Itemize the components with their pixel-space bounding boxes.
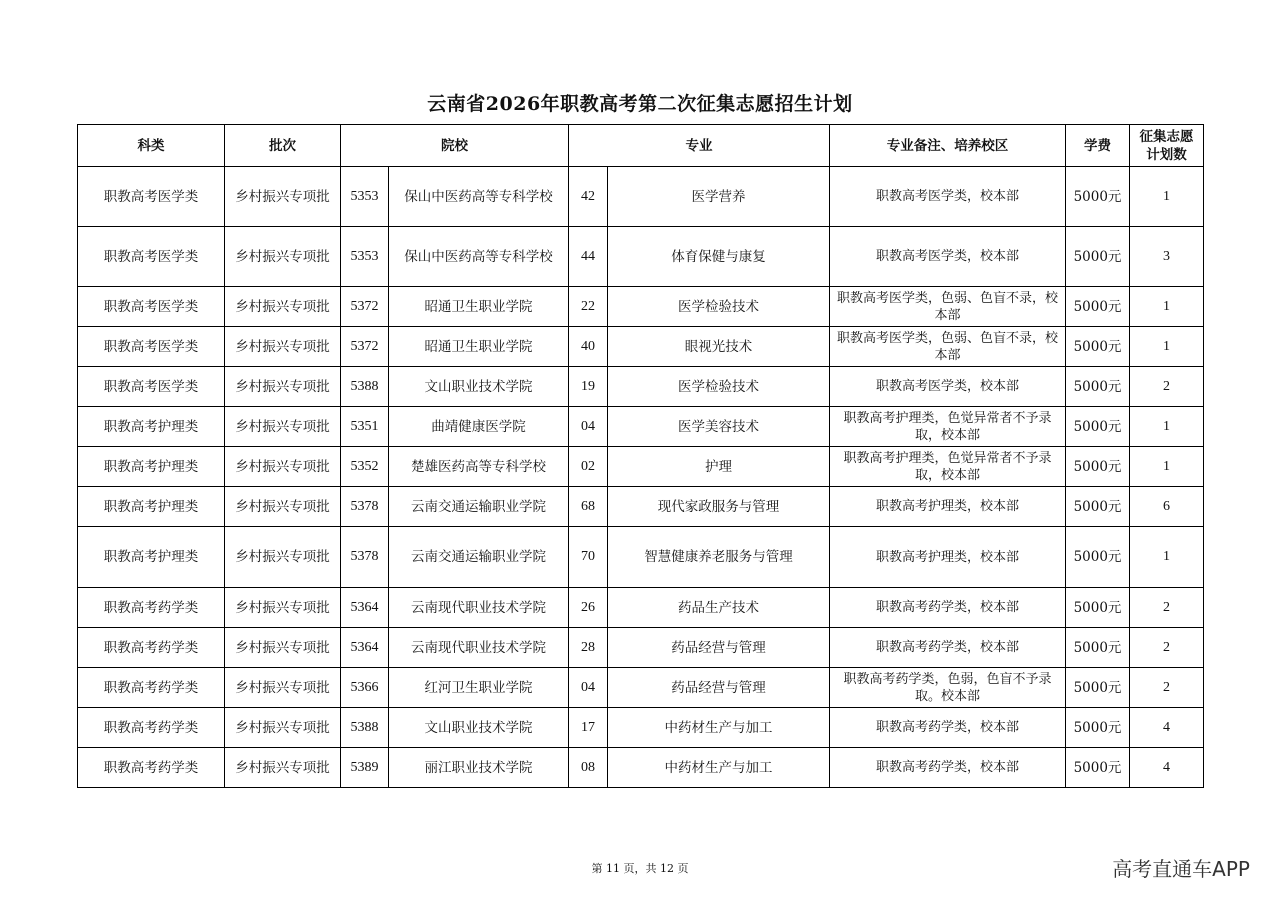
cell-school-code: 5388 [341, 367, 389, 407]
cell-category: 职教高考药学类 [78, 708, 225, 748]
cell-category: 职教高考护理类 [78, 527, 225, 588]
cell-major-code: 04 [569, 407, 608, 447]
cell-major-name: 眼视光技术 [608, 327, 830, 367]
cell-school-code: 5372 [341, 287, 389, 327]
cell-major-name: 体育保健与康复 [608, 227, 830, 287]
table-header-row [78, 125, 1204, 167]
cell-category: 职教高考药学类 [78, 588, 225, 628]
cell-school-name: 文山职业技术学院 [389, 367, 569, 407]
cell-note: 职教高考药学类，校本部 [830, 588, 1066, 628]
cell-batch: 乡村振兴专项批 [225, 487, 341, 527]
cell-category: 职教高考医学类 [78, 167, 225, 227]
cell-batch: 乡村振兴专项批 [225, 628, 341, 668]
cell-note: 职教高考药学类，校本部 [830, 748, 1066, 788]
cell-note: 职教高考药学类，校本部 [830, 708, 1066, 748]
cell-school-name: 昭通卫生职业学院 [389, 287, 569, 327]
header-fee: 学费 [1066, 125, 1130, 167]
cell-category: 职教高考医学类 [78, 227, 225, 287]
cell-category: 职教高考护理类 [78, 487, 225, 527]
cell-fee: 5000元 [1066, 668, 1130, 708]
cell-major-code: 70 [569, 527, 608, 588]
watermark-text: 高考直通车APP [1112, 857, 1250, 881]
cell-category: 职教高考药学类 [78, 748, 225, 788]
cell-fee: 5000元 [1066, 167, 1130, 227]
cell-school-code: 5366 [341, 668, 389, 708]
cell-quota: 3 [1130, 227, 1204, 287]
header-major: 专业 [569, 125, 830, 167]
cell-quota: 2 [1130, 628, 1204, 668]
cell-fee: 5000元 [1066, 327, 1130, 367]
cell-category: 职教高考医学类 [78, 327, 225, 367]
cell-school-name: 保山中医药高等专科学校 [389, 227, 569, 287]
cell-note: 职教高考护理类，校本部 [830, 527, 1066, 588]
cell-school-code: 5353 [341, 227, 389, 287]
cell-note: 职教高考护理类，校本部 [830, 487, 1066, 527]
table-row [78, 588, 1204, 628]
cell-school-code: 5352 [341, 447, 389, 487]
cell-major-code: 02 [569, 447, 608, 487]
cell-category: 职教高考药学类 [78, 628, 225, 668]
cell-fee: 5000元 [1066, 708, 1130, 748]
cell-school-name: 楚雄医药高等专科学校 [389, 447, 569, 487]
cell-fee: 5000元 [1066, 628, 1130, 668]
cell-major-name: 中药材生产与加工 [608, 708, 830, 748]
table-row [78, 748, 1204, 788]
table-row [78, 327, 1204, 367]
cell-fee: 5000元 [1066, 748, 1130, 788]
cell-major-name: 药品生产技术 [608, 588, 830, 628]
enrollment-plan-table [77, 124, 1204, 788]
cell-batch: 乡村振兴专项批 [225, 708, 341, 748]
cell-quota: 2 [1130, 588, 1204, 628]
cell-school-code: 5364 [341, 588, 389, 628]
table-row [78, 708, 1204, 748]
cell-quota: 1 [1130, 407, 1204, 447]
cell-quota: 2 [1130, 367, 1204, 407]
table-row [78, 447, 1204, 487]
cell-category: 职教高考医学类 [78, 287, 225, 327]
cell-school-code: 5372 [341, 327, 389, 367]
table-row [78, 227, 1204, 287]
header-note: 专业备注、培养校区 [830, 125, 1066, 167]
cell-school-name: 云南现代职业技术学院 [389, 628, 569, 668]
cell-school-code: 5389 [341, 748, 389, 788]
cell-note: 职教高考药学类，色弱，色盲不予录取。校本部 [830, 668, 1066, 708]
cell-batch: 乡村振兴专项批 [225, 668, 341, 708]
table-row [78, 407, 1204, 447]
cell-major-name: 药品经营与管理 [608, 628, 830, 668]
cell-batch: 乡村振兴专项批 [225, 588, 341, 628]
cell-quota: 1 [1130, 527, 1204, 588]
cell-major-name: 中药材生产与加工 [608, 748, 830, 788]
cell-major-name: 现代家政服务与管理 [608, 487, 830, 527]
cell-major-code: 28 [569, 628, 608, 668]
table-row [78, 668, 1204, 708]
cell-school-name: 保山中医药高等专科学校 [389, 167, 569, 227]
cell-school-name: 丽江职业技术学院 [389, 748, 569, 788]
cell-quota: 4 [1130, 748, 1204, 788]
cell-batch: 乡村振兴专项批 [225, 407, 341, 447]
cell-major-code: 04 [569, 668, 608, 708]
cell-school-name: 昭通卫生职业学院 [389, 327, 569, 367]
cell-fee: 5000元 [1066, 527, 1130, 588]
table-body [78, 167, 1204, 788]
table-row [78, 628, 1204, 668]
cell-school-code: 5353 [341, 167, 389, 227]
document-title: 云南省2026年职教高考第二次征集志愿招生计划 [427, 93, 853, 115]
cell-batch: 乡村振兴专项批 [225, 367, 341, 407]
header-batch: 批次 [225, 125, 341, 167]
cell-quota: 1 [1130, 327, 1204, 367]
cell-major-code: 17 [569, 708, 608, 748]
cell-note: 职教高考护理类，色觉异常者不予录取，校本部 [830, 407, 1066, 447]
cell-school-name: 红河卫生职业学院 [389, 668, 569, 708]
cell-batch: 乡村振兴专项批 [225, 748, 341, 788]
cell-fee: 5000元 [1066, 487, 1130, 527]
cell-school-name: 文山职业技术学院 [389, 708, 569, 748]
cell-fee: 5000元 [1066, 227, 1130, 287]
cell-quota: 1 [1130, 287, 1204, 327]
cell-major-code: 19 [569, 367, 608, 407]
cell-major-code: 44 [569, 227, 608, 287]
header-category: 科类 [78, 125, 225, 167]
table-row [78, 487, 1204, 527]
cell-category: 职教高考护理类 [78, 407, 225, 447]
cell-major-code: 22 [569, 287, 608, 327]
cell-fee: 5000元 [1066, 588, 1130, 628]
cell-major-name: 医学营养 [608, 167, 830, 227]
cell-note: 职教高考医学类，校本部 [830, 227, 1066, 287]
cell-major-name: 护理 [608, 447, 830, 487]
cell-major-code: 40 [569, 327, 608, 367]
cell-school-code: 5378 [341, 487, 389, 527]
cell-quota: 2 [1130, 668, 1204, 708]
table-row [78, 527, 1204, 588]
cell-batch: 乡村振兴专项批 [225, 327, 341, 367]
cell-major-name: 医学检验技术 [608, 367, 830, 407]
table-row [78, 167, 1204, 227]
cell-school-code: 5364 [341, 628, 389, 668]
cell-quota: 1 [1130, 167, 1204, 227]
cell-major-code: 42 [569, 167, 608, 227]
cell-school-code: 5351 [341, 407, 389, 447]
cell-quota: 1 [1130, 447, 1204, 487]
cell-fee: 5000元 [1066, 367, 1130, 407]
table-row [78, 287, 1204, 327]
cell-batch: 乡村振兴专项批 [225, 167, 341, 227]
cell-school-name: 曲靖健康医学院 [389, 407, 569, 447]
cell-category: 职教高考药学类 [78, 668, 225, 708]
cell-quota: 4 [1130, 708, 1204, 748]
cell-school-name: 云南现代职业技术学院 [389, 588, 569, 628]
cell-note: 职教高考药学类，校本部 [830, 628, 1066, 668]
cell-fee: 5000元 [1066, 407, 1130, 447]
cell-batch: 乡村振兴专项批 [225, 527, 341, 588]
cell-note: 职教高考医学类，校本部 [830, 167, 1066, 227]
cell-batch: 乡村振兴专项批 [225, 287, 341, 327]
header-quota: 征集志愿计划数 [1130, 125, 1204, 167]
cell-major-code: 68 [569, 487, 608, 527]
table-row [78, 367, 1204, 407]
cell-note: 职教高考医学类，校本部 [830, 367, 1066, 407]
cell-batch: 乡村振兴专项批 [225, 447, 341, 487]
cell-batch: 乡村振兴专项批 [225, 227, 341, 287]
cell-school-code: 5388 [341, 708, 389, 748]
cell-major-code: 26 [569, 588, 608, 628]
cell-note: 职教高考医学类，色弱、色盲不录，校本部 [830, 327, 1066, 367]
cell-note: 职教高考护理类，色觉异常者不予录取，校本部 [830, 447, 1066, 487]
cell-major-name: 医学美容技术 [608, 407, 830, 447]
cell-category: 职教高考医学类 [78, 367, 225, 407]
header-school: 院校 [341, 125, 569, 167]
cell-quota: 6 [1130, 487, 1204, 527]
cell-major-code: 08 [569, 748, 608, 788]
cell-fee: 5000元 [1066, 287, 1130, 327]
cell-major-name: 药品经营与管理 [608, 668, 830, 708]
cell-category: 职教高考护理类 [78, 447, 225, 487]
cell-note: 职教高考医学类，色弱、色盲不录，校本部 [830, 287, 1066, 327]
cell-fee: 5000元 [1066, 447, 1130, 487]
cell-school-name: 云南交通运输职业学院 [389, 527, 569, 588]
page-number: 第 11 页，共 12 页 [591, 862, 689, 875]
cell-major-name: 医学检验技术 [608, 287, 830, 327]
cell-major-name: 智慧健康养老服务与管理 [608, 527, 830, 588]
cell-school-code: 5378 [341, 527, 389, 588]
cell-school-name: 云南交通运输职业学院 [389, 487, 569, 527]
